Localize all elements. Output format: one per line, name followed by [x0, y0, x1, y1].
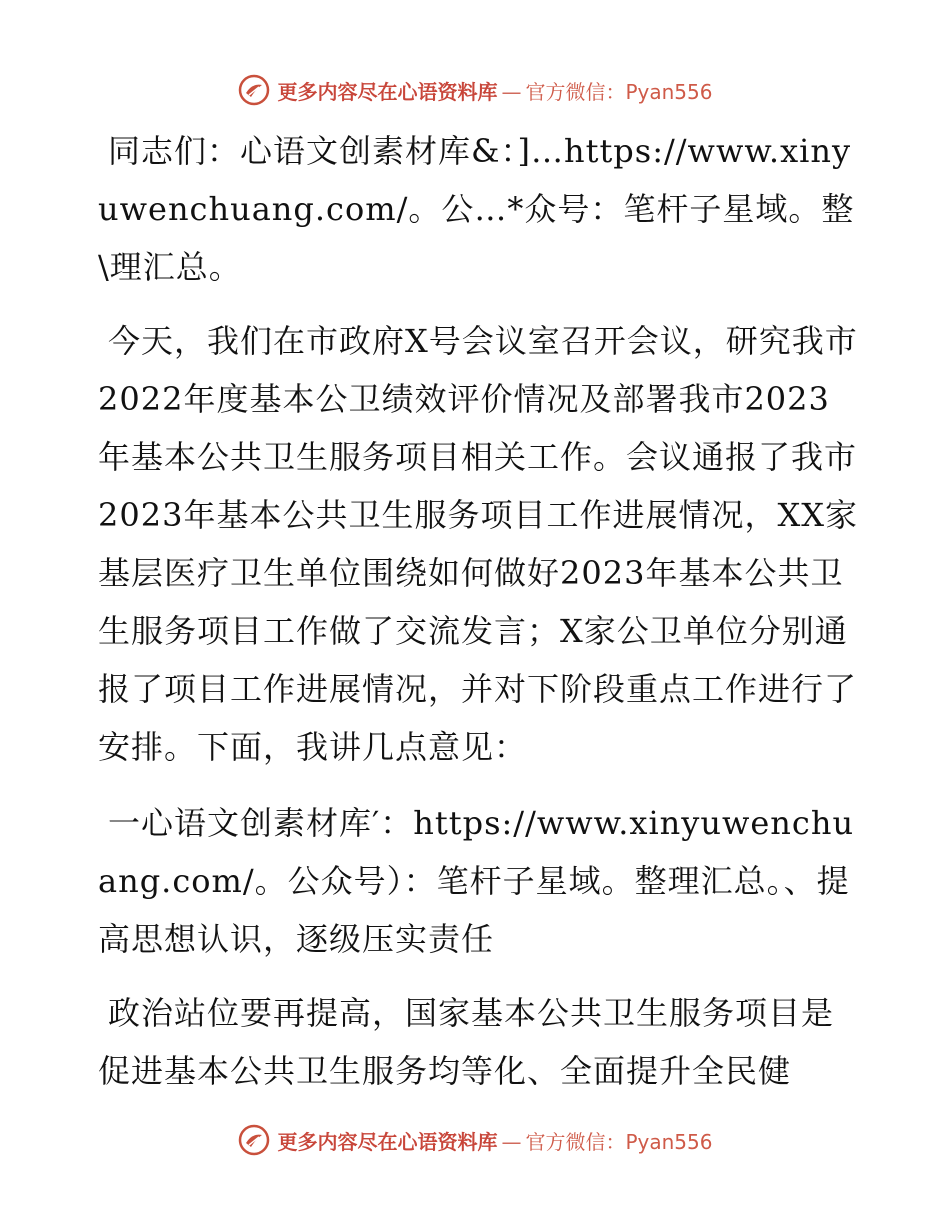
watermark-brand-text: 更多内容尽在心语资料库	[277, 1129, 498, 1154]
header-watermark-text	[277, 76, 712, 105]
brand-logo-icon	[237, 73, 271, 107]
paragraph-3: 一心语文创素材库′：https://www.xinyuwenchuang.com/。公众号）：笔杆子星域。整理汇总。、提高思想认识，逐级压实责任	[98, 804, 855, 958]
paragraph-4: 政治站位要再提高，国家基本公共卫生服务项目是促进基本公共卫生服务均等化、全面提升全民健	[98, 994, 835, 1090]
footer-watermark-text	[277, 1126, 712, 1155]
watermark-dash: —	[501, 79, 522, 104]
footer-watermark-banner	[0, 1118, 950, 1162]
paragraph-1: 同志们：心语文创素材库&：]…https://www.xinyuwenchuang.com/。公…*众号：笔杆子星域。整\理汇总。	[98, 132, 855, 286]
watermark-brand-text: 更多内容尽在心语资料库	[277, 79, 498, 104]
paragraph-2: 今天，我们在市政府X号会议室召开会议，研究我市2022年度基本公卫绩效评价情况及部署我市2023年基本公共卫生服务项目相关工作。会议通报了我市2023年基本公共卫生服务项目工作进展情况，XX家基层医疗卫生单位围绕如何做好2023年基本公共卫生服务项目工作做了交流发言；X家公卫单位分别通报了项目工作进展情况，并对下阶段重点工作进行了安排。下面，我讲几点意见：	[98, 322, 859, 766]
watermark-wechat-text: 官方微信：Pyan556	[525, 79, 713, 104]
watermark-wechat-text: 官方微信：Pyan556	[525, 1129, 713, 1154]
header-watermark-banner	[0, 68, 950, 112]
watermark-dash: —	[501, 1129, 522, 1154]
brand-logo-icon	[237, 1123, 271, 1157]
